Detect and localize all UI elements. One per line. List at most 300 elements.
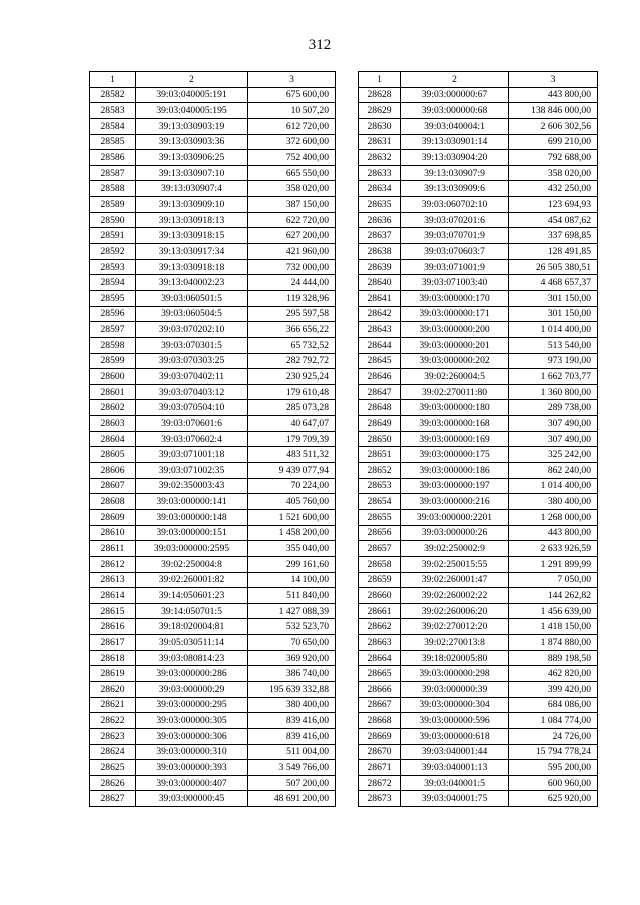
cadastral-number: 39:03:000000:26 bbox=[401, 525, 509, 541]
row-number: 28602 bbox=[90, 400, 136, 416]
table-row bbox=[359, 541, 598, 557]
row-number: 28629 bbox=[359, 103, 401, 119]
cadastral-number: 39:13:030918:13 bbox=[136, 212, 248, 228]
value: 625 920,00 bbox=[509, 791, 598, 807]
cadastral-number: 39:18:020005:80 bbox=[401, 650, 509, 666]
value: 26 505 380,51 bbox=[509, 259, 598, 275]
row-number: 28596 bbox=[90, 306, 136, 322]
cadastral-number: 39:13:030907:9 bbox=[401, 165, 509, 181]
row-number: 28656 bbox=[359, 525, 401, 541]
cadastral-number: 39:03:000000:151 bbox=[136, 525, 248, 541]
table-row bbox=[90, 87, 336, 103]
column-header: 2 bbox=[136, 72, 248, 88]
value: 366 656,22 bbox=[248, 322, 336, 338]
column-header: 3 bbox=[248, 72, 336, 88]
table-row bbox=[359, 603, 598, 619]
table-row bbox=[359, 150, 598, 166]
row-number: 28594 bbox=[90, 275, 136, 291]
value: 432 250,00 bbox=[509, 181, 598, 197]
value: 839 416,00 bbox=[248, 728, 336, 744]
table-row bbox=[90, 431, 336, 447]
table-row bbox=[359, 728, 598, 744]
value: 1 458 200,00 bbox=[248, 525, 336, 541]
value: 70 650,00 bbox=[248, 635, 336, 651]
cadastral-number: 39:03:000000:68 bbox=[401, 103, 509, 119]
column-header: 2 bbox=[401, 72, 509, 88]
row-number: 28628 bbox=[359, 87, 401, 103]
value: 299 161,60 bbox=[248, 556, 336, 572]
row-number: 28591 bbox=[90, 228, 136, 244]
cadastral-number: 39:03:070602:4 bbox=[136, 431, 248, 447]
row-number: 28672 bbox=[359, 775, 401, 791]
cadastral-number: 39:03:000000:67 bbox=[401, 87, 509, 103]
table-row bbox=[359, 134, 598, 150]
row-number: 28648 bbox=[359, 400, 401, 416]
value: 699 210,00 bbox=[509, 134, 598, 150]
cadastral-number: 39:13:030918:15 bbox=[136, 228, 248, 244]
value: 1 521 600,00 bbox=[248, 509, 336, 525]
value: 2 633 926,59 bbox=[509, 541, 598, 557]
table-row bbox=[90, 572, 336, 588]
cadastral-number: 39:13:030907:4 bbox=[136, 181, 248, 197]
row-number: 28663 bbox=[359, 635, 401, 651]
cadastral-number: 39:03:000000:286 bbox=[136, 666, 248, 682]
table-row bbox=[90, 337, 336, 353]
row-number: 28666 bbox=[359, 681, 401, 697]
value: 1 014 400,00 bbox=[509, 322, 598, 338]
cadastral-number: 39:03:000000:304 bbox=[401, 697, 509, 713]
table-row bbox=[359, 525, 598, 541]
cadastral-number: 39:03:000000:393 bbox=[136, 760, 248, 776]
table-row bbox=[359, 478, 598, 494]
cadastral-number: 39:14:050701:5 bbox=[136, 603, 248, 619]
row-number: 28639 bbox=[359, 259, 401, 275]
row-number: 28667 bbox=[359, 697, 401, 713]
row-number: 28606 bbox=[90, 463, 136, 479]
table-row bbox=[90, 212, 336, 228]
table-row bbox=[359, 275, 598, 291]
table-row bbox=[359, 463, 598, 479]
cadastral-number: 39:03:000000:169 bbox=[401, 431, 509, 447]
table-row bbox=[359, 666, 598, 682]
row-number: 28673 bbox=[359, 791, 401, 807]
value: 9 439 077,94 bbox=[248, 463, 336, 479]
value: 70 224,00 bbox=[248, 478, 336, 494]
cadastral-number: 39:13:030903:19 bbox=[136, 118, 248, 134]
left-table-body bbox=[90, 72, 336, 807]
table-row bbox=[359, 650, 598, 666]
value: 1 662 703,77 bbox=[509, 369, 598, 385]
table-row bbox=[90, 775, 336, 791]
table-row bbox=[90, 650, 336, 666]
value: 380 400,00 bbox=[248, 697, 336, 713]
table-row bbox=[90, 760, 336, 776]
cadastral-number: 39:02:250002:9 bbox=[401, 541, 509, 557]
table-row bbox=[90, 306, 336, 322]
row-number: 28654 bbox=[359, 494, 401, 510]
table-row bbox=[359, 337, 598, 353]
row-number: 28642 bbox=[359, 306, 401, 322]
value: 24 444,00 bbox=[248, 275, 336, 291]
row-number: 28631 bbox=[359, 134, 401, 150]
table-row bbox=[90, 197, 336, 213]
left-table bbox=[89, 71, 336, 807]
cadastral-number: 39:03:000000:175 bbox=[401, 447, 509, 463]
cadastral-number: 39:03:070303:25 bbox=[136, 353, 248, 369]
row-number: 28640 bbox=[359, 275, 401, 291]
row-number: 28646 bbox=[359, 369, 401, 385]
value: 1 418 150,00 bbox=[509, 619, 598, 635]
row-number: 28665 bbox=[359, 666, 401, 682]
value: 128 491,85 bbox=[509, 244, 598, 260]
value: 1 427 088,39 bbox=[248, 603, 336, 619]
table-row bbox=[90, 744, 336, 760]
cadastral-number: 39:03:040001:13 bbox=[401, 760, 509, 776]
row-number: 28617 bbox=[90, 635, 136, 651]
cadastral-number: 39:03:070301:5 bbox=[136, 337, 248, 353]
value: 4 468 657,37 bbox=[509, 275, 598, 291]
cadastral-number: 39:03:000000:596 bbox=[401, 713, 509, 729]
value: 507 200,00 bbox=[248, 775, 336, 791]
table-row bbox=[90, 322, 336, 338]
cadastral-number: 39:03:000000:186 bbox=[401, 463, 509, 479]
value: 301 150,00 bbox=[509, 306, 598, 322]
row-number: 28616 bbox=[90, 619, 136, 635]
cadastral-number: 39:13:030901:14 bbox=[401, 134, 509, 150]
cadastral-number: 39:03:000000:310 bbox=[136, 744, 248, 760]
table-row bbox=[359, 306, 598, 322]
cadastral-number: 39:02:260001:82 bbox=[136, 572, 248, 588]
cadastral-number: 39:03:000000:197 bbox=[401, 478, 509, 494]
cadastral-number: 39:03:070201:6 bbox=[401, 212, 509, 228]
row-number: 28592 bbox=[90, 244, 136, 260]
row-number: 28586 bbox=[90, 150, 136, 166]
cadastral-number: 39:13:030904:20 bbox=[401, 150, 509, 166]
table-row bbox=[359, 447, 598, 463]
value: 295 597,58 bbox=[248, 306, 336, 322]
right-header-row bbox=[359, 72, 598, 88]
row-number: 28644 bbox=[359, 337, 401, 353]
cadastral-number: 39:02:250004:8 bbox=[136, 556, 248, 572]
value: 179 709,39 bbox=[248, 431, 336, 447]
value: 1 874 880,00 bbox=[509, 635, 598, 651]
value: 307 490,00 bbox=[509, 431, 598, 447]
row-number: 28671 bbox=[359, 760, 401, 776]
table-row bbox=[90, 588, 336, 604]
table-row bbox=[359, 290, 598, 306]
value: 862 240,00 bbox=[509, 463, 598, 479]
table-row bbox=[90, 400, 336, 416]
table-row bbox=[359, 494, 598, 510]
table-row bbox=[359, 87, 598, 103]
value: 386 740,00 bbox=[248, 666, 336, 682]
cadastral-number: 39:02:350003:43 bbox=[136, 478, 248, 494]
value: 7 050,00 bbox=[509, 572, 598, 588]
cadastral-number: 39:13:030917:34 bbox=[136, 244, 248, 260]
row-number: 28651 bbox=[359, 447, 401, 463]
table-row bbox=[359, 775, 598, 791]
cadastral-number: 39:02:260004:5 bbox=[401, 369, 509, 385]
row-number: 28601 bbox=[90, 384, 136, 400]
cadastral-number: 39:03:000000:2201 bbox=[401, 509, 509, 525]
value: 282 792,72 bbox=[248, 353, 336, 369]
value: 684 086,00 bbox=[509, 697, 598, 713]
row-number: 28598 bbox=[90, 337, 136, 353]
table-row bbox=[359, 197, 598, 213]
cadastral-number: 39:02:260002:22 bbox=[401, 588, 509, 604]
table-row bbox=[90, 509, 336, 525]
cadastral-number: 39:03:000000:306 bbox=[136, 728, 248, 744]
row-number: 28655 bbox=[359, 509, 401, 525]
value: 1 014 400,00 bbox=[509, 478, 598, 494]
table-row bbox=[359, 681, 598, 697]
cadastral-number: 39:03:071001:18 bbox=[136, 447, 248, 463]
table-row bbox=[90, 447, 336, 463]
table-row bbox=[90, 666, 336, 682]
row-number: 28638 bbox=[359, 244, 401, 260]
value: 10 507,20 bbox=[248, 103, 336, 119]
value: 179 610,48 bbox=[248, 384, 336, 400]
cadastral-number: 39:03:040001:75 bbox=[401, 791, 509, 807]
cadastral-number: 39:13:030918:18 bbox=[136, 259, 248, 275]
table-row bbox=[90, 525, 336, 541]
cadastral-number: 39:02:260001:47 bbox=[401, 572, 509, 588]
cadastral-number: 39:03:070504:10 bbox=[136, 400, 248, 416]
row-number: 28635 bbox=[359, 197, 401, 213]
cadastral-number: 39:03:000000:298 bbox=[401, 666, 509, 682]
cadastral-number: 39:03:000000:305 bbox=[136, 713, 248, 729]
table-row bbox=[90, 541, 336, 557]
cadastral-number: 39:03:040005:195 bbox=[136, 103, 248, 119]
cadastral-number: 39:02:270011:80 bbox=[401, 384, 509, 400]
value: 14 100,00 bbox=[248, 572, 336, 588]
value: 454 087,62 bbox=[509, 212, 598, 228]
row-number: 28618 bbox=[90, 650, 136, 666]
cadastral-number: 39:03:060504:5 bbox=[136, 306, 248, 322]
value: 380 400,00 bbox=[509, 494, 598, 510]
row-number: 28670 bbox=[359, 744, 401, 760]
row-number: 28605 bbox=[90, 447, 136, 463]
row-number: 28620 bbox=[90, 681, 136, 697]
row-number: 28664 bbox=[359, 650, 401, 666]
cadastral-number: 39:13:030903:36 bbox=[136, 134, 248, 150]
table-row bbox=[359, 760, 598, 776]
cadastral-number: 39:03:060501:5 bbox=[136, 290, 248, 306]
cadastral-number: 39:03:071003:40 bbox=[401, 275, 509, 291]
row-number: 28652 bbox=[359, 463, 401, 479]
row-number: 28626 bbox=[90, 775, 136, 791]
row-number: 28604 bbox=[90, 431, 136, 447]
value: 1 360 800,00 bbox=[509, 384, 598, 400]
row-number: 28614 bbox=[90, 588, 136, 604]
row-number: 28668 bbox=[359, 713, 401, 729]
row-number: 28611 bbox=[90, 541, 136, 557]
value: 337 698,85 bbox=[509, 228, 598, 244]
value: 372 600,00 bbox=[248, 134, 336, 150]
cadastral-number: 39:02:250015:55 bbox=[401, 556, 509, 572]
table-row bbox=[359, 384, 598, 400]
value: 792 688,00 bbox=[509, 150, 598, 166]
row-number: 28589 bbox=[90, 197, 136, 213]
table-row bbox=[90, 416, 336, 432]
cadastral-number: 39:03:000000:168 bbox=[401, 416, 509, 432]
value: 839 416,00 bbox=[248, 713, 336, 729]
table-row bbox=[90, 697, 336, 713]
row-number: 28643 bbox=[359, 322, 401, 338]
row-number: 28669 bbox=[359, 728, 401, 744]
row-number: 28632 bbox=[359, 150, 401, 166]
value: 358 020,00 bbox=[509, 165, 598, 181]
row-number: 28647 bbox=[359, 384, 401, 400]
table-row bbox=[90, 384, 336, 400]
value: 40 647,07 bbox=[248, 416, 336, 432]
column-header: 3 bbox=[509, 72, 598, 88]
value: 307 490,00 bbox=[509, 416, 598, 432]
right-table-body bbox=[359, 72, 598, 807]
row-number: 28621 bbox=[90, 697, 136, 713]
table-row bbox=[359, 791, 598, 807]
value: 732 000,00 bbox=[248, 259, 336, 275]
row-number: 28612 bbox=[90, 556, 136, 572]
value: 355 040,00 bbox=[248, 541, 336, 557]
table-row bbox=[359, 369, 598, 385]
row-number: 28622 bbox=[90, 713, 136, 729]
table-row bbox=[359, 556, 598, 572]
table-row bbox=[90, 556, 336, 572]
row-number: 28600 bbox=[90, 369, 136, 385]
cadastral-number: 39:03:000000:45 bbox=[136, 791, 248, 807]
table-row bbox=[90, 369, 336, 385]
row-number: 28613 bbox=[90, 572, 136, 588]
table-row bbox=[359, 165, 598, 181]
cadastral-number: 39:03:000000:216 bbox=[401, 494, 509, 510]
value: 138 846 000,00 bbox=[509, 103, 598, 119]
row-number: 28661 bbox=[359, 603, 401, 619]
row-number: 28636 bbox=[359, 212, 401, 228]
cadastral-number: 39:13:030907:10 bbox=[136, 165, 248, 181]
table-row bbox=[359, 322, 598, 338]
table-row bbox=[90, 228, 336, 244]
value: 301 150,00 bbox=[509, 290, 598, 306]
table-row bbox=[90, 118, 336, 134]
table-row bbox=[90, 290, 336, 306]
row-number: 28627 bbox=[90, 791, 136, 807]
row-number: 28649 bbox=[359, 416, 401, 432]
table-row bbox=[359, 259, 598, 275]
cadastral-number: 39:03:000000:141 bbox=[136, 494, 248, 510]
cadastral-number: 39:03:070603:7 bbox=[401, 244, 509, 260]
cadastral-number: 39:03:000000:618 bbox=[401, 728, 509, 744]
cadastral-number: 39:05:030511:14 bbox=[136, 635, 248, 651]
table-row bbox=[90, 494, 336, 510]
table-row bbox=[90, 635, 336, 651]
value: 511 004,00 bbox=[248, 744, 336, 760]
value: 513 540,00 bbox=[509, 337, 598, 353]
value: 752 400,00 bbox=[248, 150, 336, 166]
row-number: 28625 bbox=[90, 760, 136, 776]
table-row bbox=[90, 619, 336, 635]
value: 230 925,24 bbox=[248, 369, 336, 385]
cadastral-number: 39:03:070202:10 bbox=[136, 322, 248, 338]
value: 289 738,00 bbox=[509, 400, 598, 416]
table-row bbox=[359, 244, 598, 260]
cadastral-number: 39:02:270013:8 bbox=[401, 635, 509, 651]
value: 1 456 639,00 bbox=[509, 603, 598, 619]
cadastral-number: 39:03:000000:148 bbox=[136, 509, 248, 525]
value: 358 020,00 bbox=[248, 181, 336, 197]
cadastral-number: 39:03:000000:2595 bbox=[136, 541, 248, 557]
value: 24 726,00 bbox=[509, 728, 598, 744]
table-row bbox=[359, 103, 598, 119]
cadastral-number: 39:03:000000:200 bbox=[401, 322, 509, 338]
table-row bbox=[359, 228, 598, 244]
cadastral-number: 39:03:070403:12 bbox=[136, 384, 248, 400]
row-number: 28593 bbox=[90, 259, 136, 275]
table-row bbox=[90, 165, 336, 181]
row-number: 28584 bbox=[90, 118, 136, 134]
cadastral-number: 39:03:040004:1 bbox=[401, 118, 509, 134]
value: 1 268 000,00 bbox=[509, 509, 598, 525]
cadastral-number: 39:14:050601:23 bbox=[136, 588, 248, 604]
value: 399 420,00 bbox=[509, 681, 598, 697]
value: 600 960,00 bbox=[509, 775, 598, 791]
row-number: 28603 bbox=[90, 416, 136, 432]
value: 48 691 200,00 bbox=[248, 791, 336, 807]
cadastral-number: 39:02:270012:20 bbox=[401, 619, 509, 635]
row-number: 28619 bbox=[90, 666, 136, 682]
row-number: 28660 bbox=[359, 588, 401, 604]
value: 195 639 332,88 bbox=[248, 681, 336, 697]
row-number: 28657 bbox=[359, 541, 401, 557]
row-number: 28650 bbox=[359, 431, 401, 447]
row-number: 28608 bbox=[90, 494, 136, 510]
cadastral-number: 39:13:030909:6 bbox=[401, 181, 509, 197]
value: 889 198,50 bbox=[509, 650, 598, 666]
table-row bbox=[359, 509, 598, 525]
row-number: 28585 bbox=[90, 134, 136, 150]
cadastral-number: 39:03:000000:407 bbox=[136, 775, 248, 791]
value: 443 800,00 bbox=[509, 87, 598, 103]
cadastral-number: 39:18:020004:81 bbox=[136, 619, 248, 635]
row-number: 28610 bbox=[90, 525, 136, 541]
value: 443 800,00 bbox=[509, 525, 598, 541]
cadastral-number: 39:03:070601:6 bbox=[136, 416, 248, 432]
table-row bbox=[359, 353, 598, 369]
cadastral-number: 39:03:040005:191 bbox=[136, 87, 248, 103]
cadastral-number: 39:03:040001:44 bbox=[401, 744, 509, 760]
row-number: 28607 bbox=[90, 478, 136, 494]
row-number: 28609 bbox=[90, 509, 136, 525]
row-number: 28641 bbox=[359, 290, 401, 306]
value: 532 523,70 bbox=[248, 619, 336, 635]
cadastral-number: 39:03:000000:180 bbox=[401, 400, 509, 416]
table-row bbox=[90, 181, 336, 197]
cadastral-number: 39:03:000000:171 bbox=[401, 306, 509, 322]
row-number: 28633 bbox=[359, 165, 401, 181]
table-row bbox=[90, 353, 336, 369]
table-row bbox=[359, 118, 598, 134]
right-table bbox=[358, 71, 598, 807]
value: 15 794 778,24 bbox=[509, 744, 598, 760]
table-row bbox=[90, 603, 336, 619]
value: 421 960,00 bbox=[248, 244, 336, 260]
row-number: 28659 bbox=[359, 572, 401, 588]
cadastral-number: 39:02:260006:20 bbox=[401, 603, 509, 619]
value: 1 084 774,00 bbox=[509, 713, 598, 729]
table-row bbox=[359, 212, 598, 228]
value: 665 550,00 bbox=[248, 165, 336, 181]
value: 483 511,32 bbox=[248, 447, 336, 463]
